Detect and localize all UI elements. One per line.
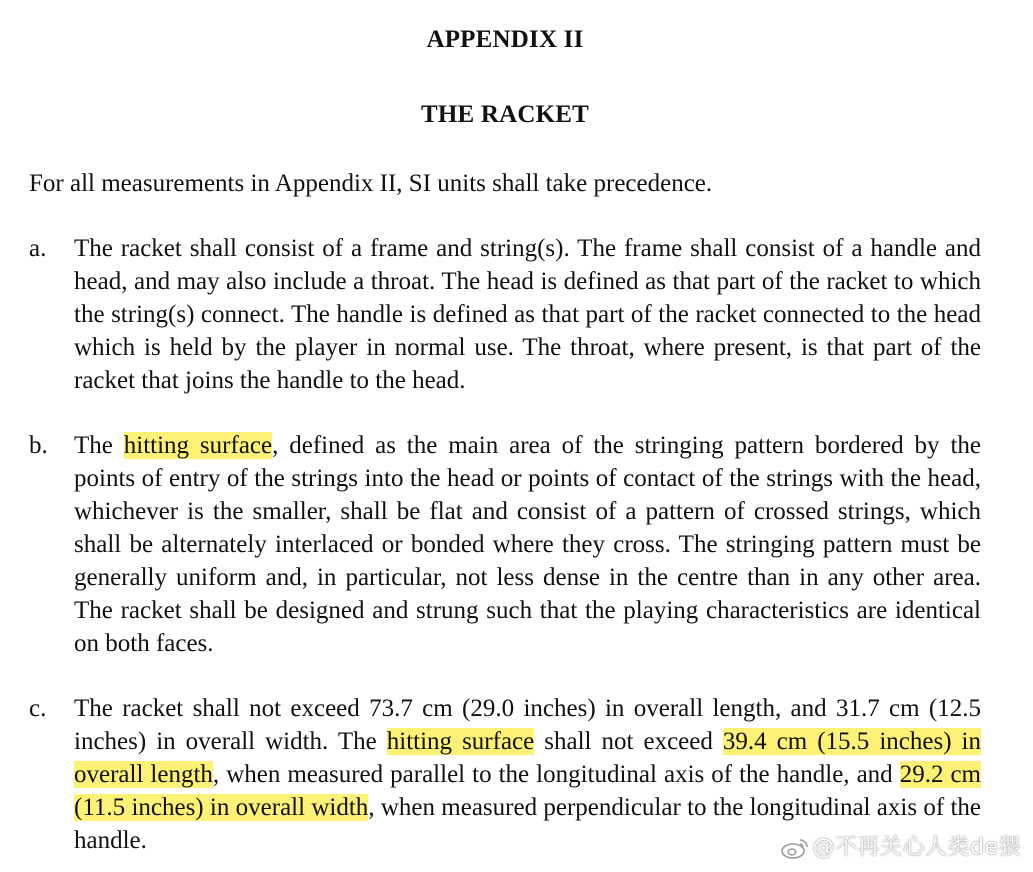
- highlighted-length-limit: 39.4 cm (15.5 inches) in overall length: [74, 728, 981, 788]
- list-item-text: The racket shall consist of a frame and string(s). The frame shall consist of a handle and head, and may also include a throat. The head is defined as that part of the racket to which the string(s) connect. The handle is defined as that part of the racket connected to the head which is held by the player in normal use. The throat, where present, is that part of the racket that joins the handle to the head.: [74, 235, 981, 394]
- watermark-text: @不再关心人类de猥: [812, 835, 1021, 860]
- text-run: , when measured parallel to the longitudinal axis of the handle, and: [212, 761, 900, 788]
- highlighted-width-limit: 29.2 cm (11.5 inches) in overall width: [74, 761, 981, 821]
- list-item-text: [74, 429, 981, 660]
- highlighted-term: hitting surface: [386, 728, 535, 755]
- appendix-title: APPENDIX II: [426, 26, 584, 53]
- text-run: shall not exceed: [534, 728, 723, 755]
- list-marker: c.: [29, 695, 47, 722]
- weibo-logo-icon: [780, 837, 810, 859]
- list-marker: b.: [29, 432, 48, 459]
- section-title: THE RACKET: [420, 101, 589, 128]
- intro-paragraph: For all measurements in Appendix II, SI units shall take precedence.: [29, 170, 713, 197]
- text-run: The: [74, 432, 124, 459]
- text-run: , defined as the main area of the stringing pattern bordered by the points of entry of the strings into the head or points of contact of the strings with the head, whichever is the smaller, shall be flat and consist of a pattern of crossed strings, which shall be alternately interlaced or bonded where they cross. The stringing pattern must be generally uniform and, in particular, not less dense in the centre than in any other area. The racket shall be designed and strung such that the playing characteristics are identical on both faces.: [74, 432, 981, 657]
- list-marker: a.: [29, 235, 47, 262]
- text-run: , when measured perpendicular to the longitudinal axis of the handle.: [74, 794, 981, 854]
- text-run: The racket shall not exceed 73.7 cm (29.0 inches) in overall length, and 31.7 cm (12.5 inches) in overall width. The: [74, 695, 981, 755]
- highlighted-term: hitting surface: [123, 432, 273, 459]
- list-item-a: [29, 232, 981, 397]
- list-item-b: [29, 429, 981, 660]
- watermark: [780, 830, 1021, 861]
